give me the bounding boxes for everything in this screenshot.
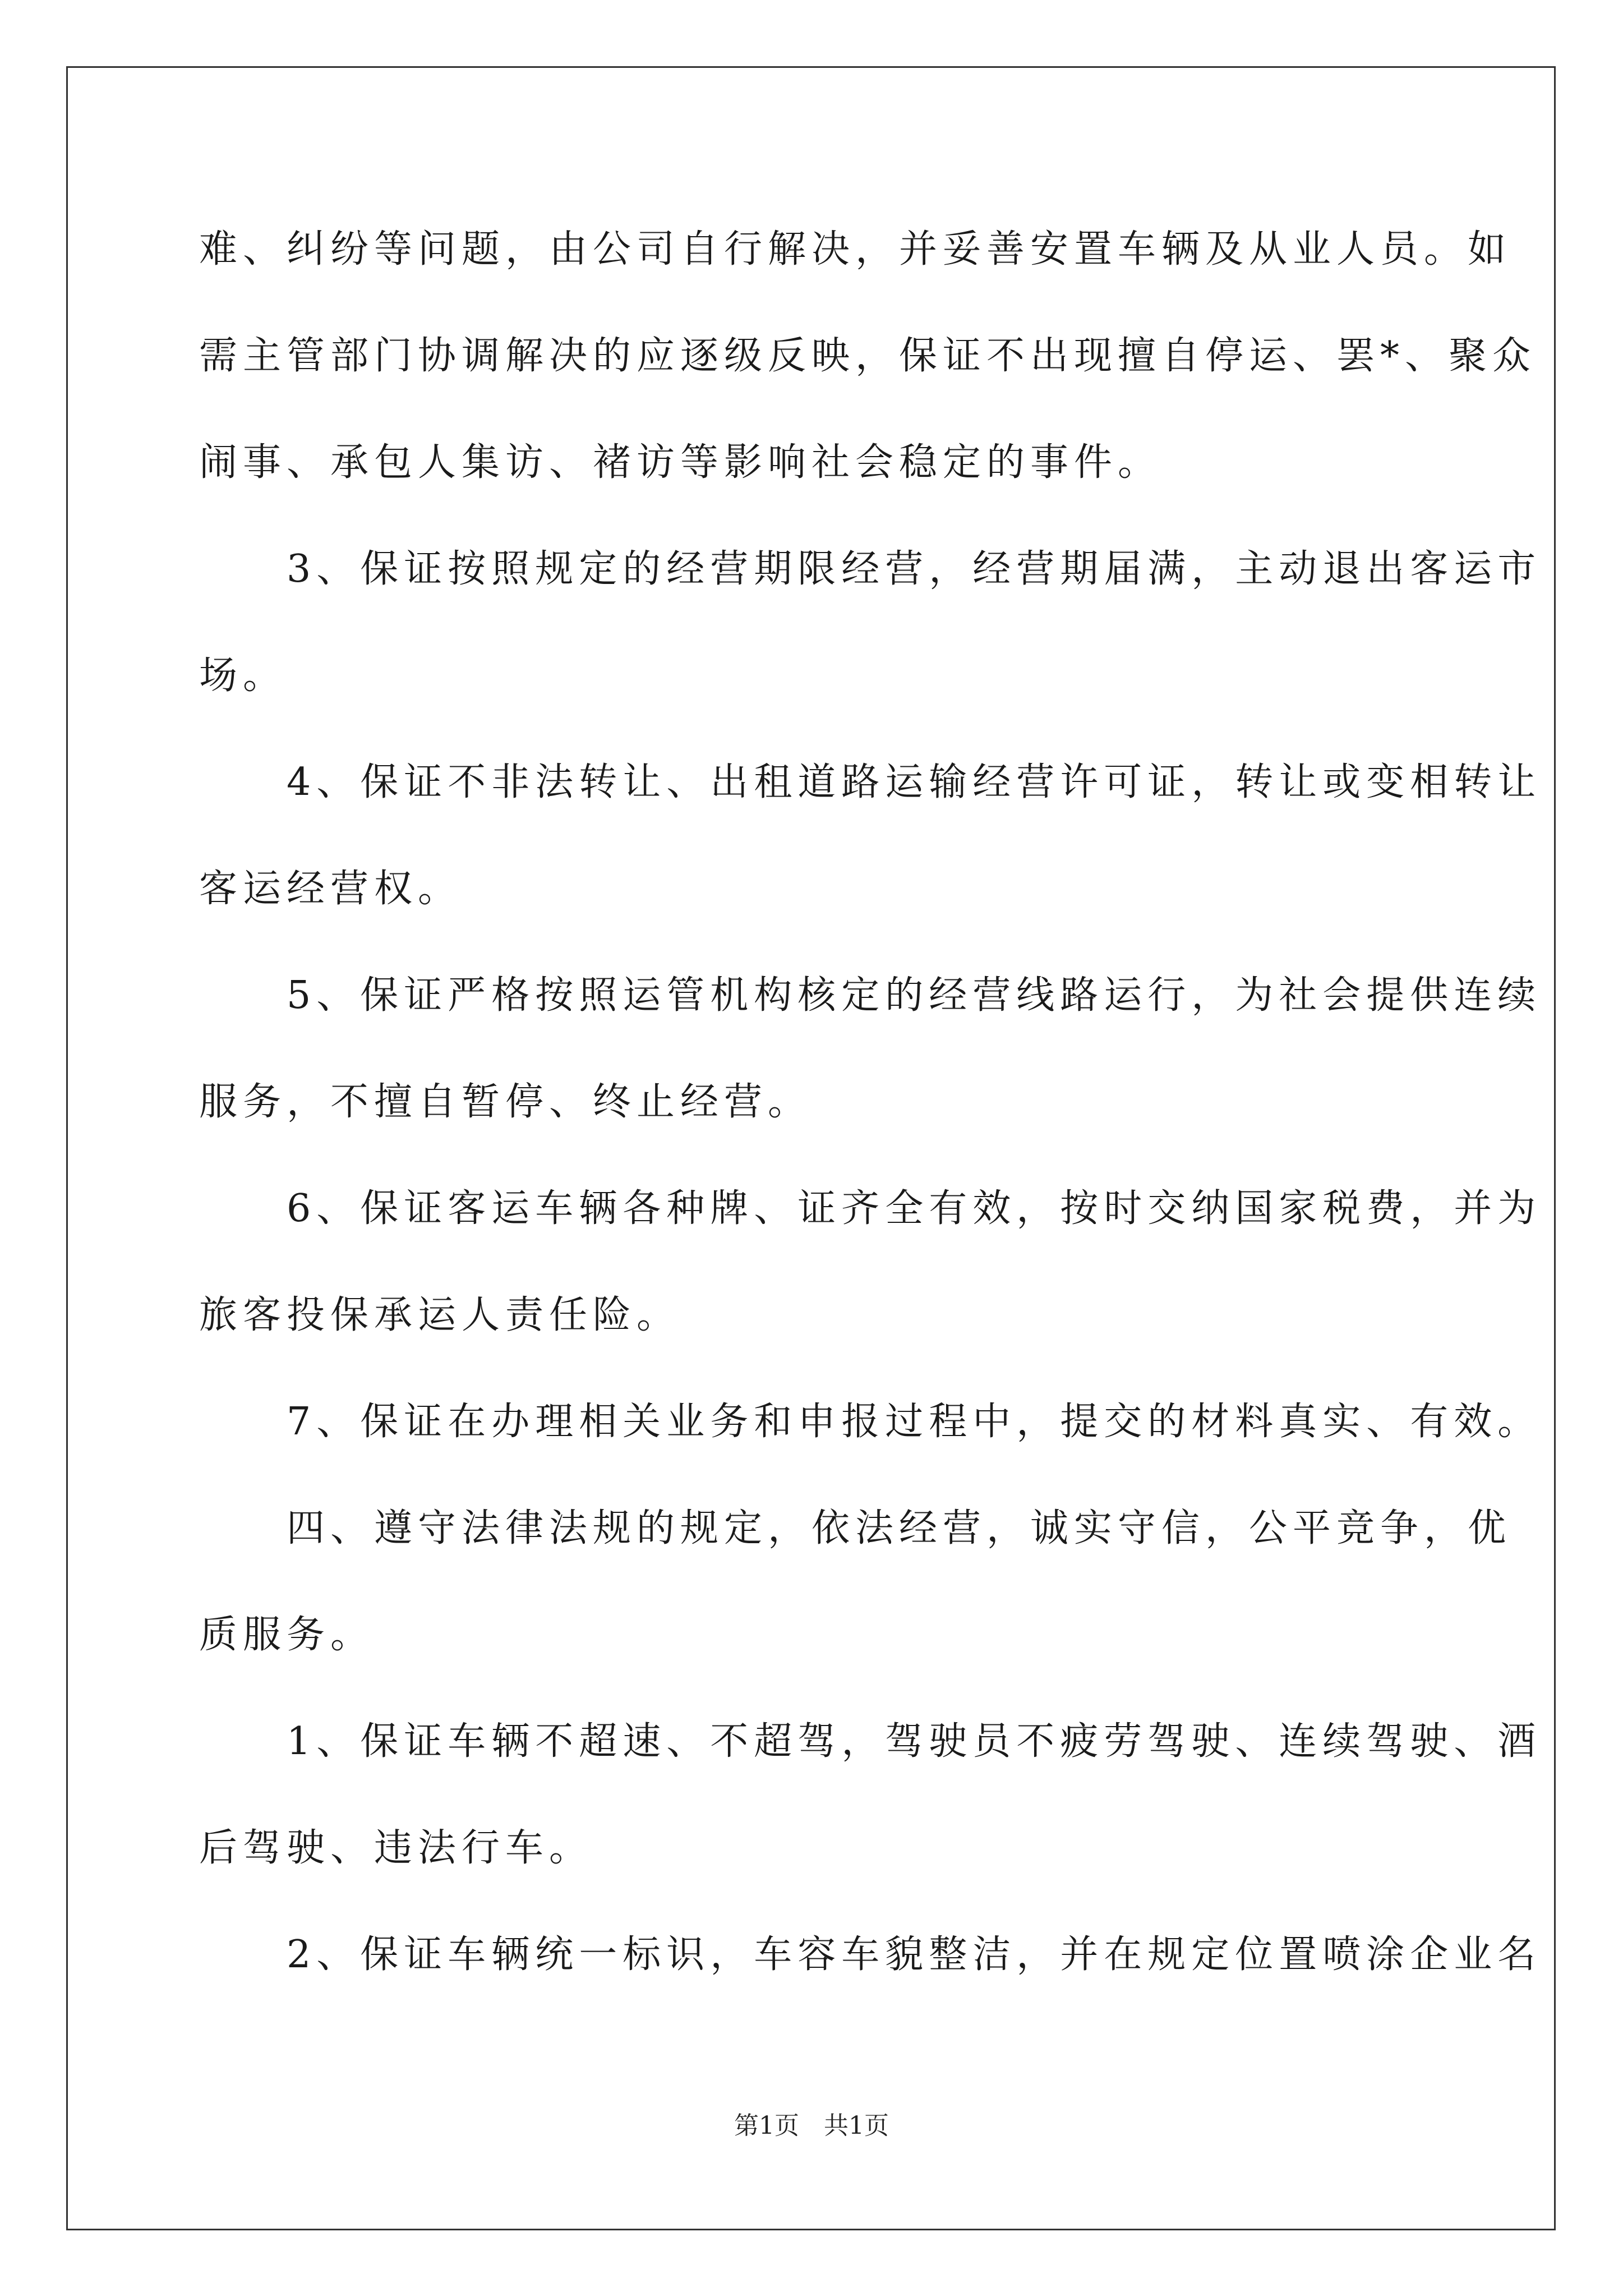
text-line-6: 4、保证不非法转让、出租道路运输经营许可证，转让或变相转让 bbox=[199, 760, 1542, 804]
text-line-14: 质服务。 bbox=[199, 1613, 375, 1657]
text-line-11: 旅客投保承运人责任险。 bbox=[199, 1293, 681, 1337]
text-line-10: 6、保证客运车辆各种牌、证齐全有效，按时交纳国家税费，并为 bbox=[199, 1186, 1542, 1231]
text-line-4: 3、保证按照规定的经营期限经营，经营期届满，主动退出客运市 bbox=[199, 547, 1542, 591]
text-line-1: 难、纠纷等问题，由公司自行解决，并妥善安置车辆及从业人员。如 bbox=[199, 227, 1512, 272]
text-line-15: 1、保证车辆不超速、不超驾，驾驶员不疲劳驾驶、连续驾驶、酒 bbox=[199, 1719, 1542, 1764]
text-line-9: 服务，不擅自暂停、终止经营。 bbox=[199, 1080, 812, 1124]
text-line-2: 需主管部门协调解决的应逐级反映，保证不出现擅自停运、罢*、聚众 bbox=[199, 334, 1537, 378]
text-line-8: 5、保证严格按照运管机构核定的经营线路运行，为社会提供连续 bbox=[199, 973, 1542, 1018]
page-number-footer: 第1页 共1页 bbox=[734, 2111, 889, 2140]
text-line-17: 2、保证车辆统一标识，车容车貌整洁，并在规定位置喷涂企业名 bbox=[199, 1932, 1542, 1977]
text-line-5: 场。 bbox=[199, 654, 287, 698]
text-line-12: 7、保证在办理相关业务和申报过程中，提交的材料真实、有效。 bbox=[199, 1400, 1542, 1444]
text-line-13: 四、遵守法律法规的规定，依法经营，诚实守信，公平竞争，优 bbox=[199, 1506, 1512, 1550]
text-line-7: 客运经营权。 bbox=[199, 867, 462, 911]
page-border bbox=[66, 66, 1556, 2230]
text-line-3: 闹事、承包人集访、褚访等影响社会稳定的事件。 bbox=[199, 440, 1162, 485]
text-line-16: 后驾驶、违法行车。 bbox=[199, 1826, 593, 1870]
